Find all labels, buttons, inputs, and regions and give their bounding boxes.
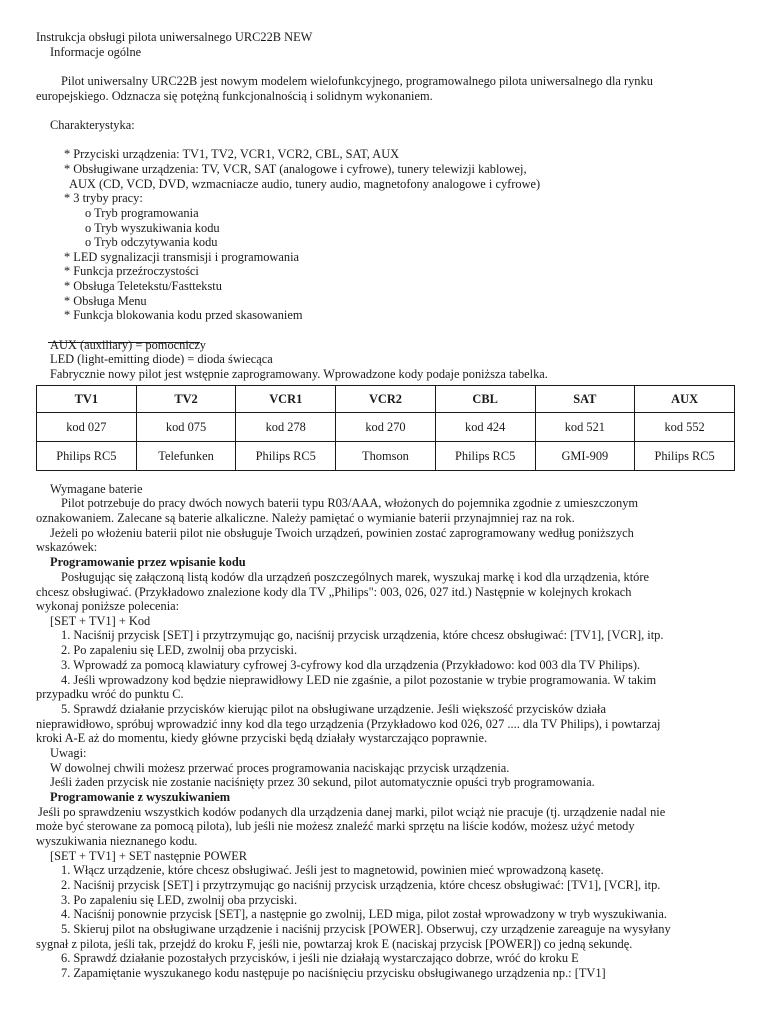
brand-sat: GMI-909 — [535, 442, 635, 471]
text-line: 4. Jeśli wprowadzony kod będzie nieprawidłowy LED nie zgaśnie, a pilot pozostanie w trybie programowania. W takim — [61, 673, 657, 687]
text-line: * LED sygnalizacji transmisji i programowania — [64, 250, 300, 264]
preset-codes-table — [36, 385, 735, 471]
text-line: [SET + TV1] + Kod — [50, 614, 151, 628]
header-vcr1: VCR1 — [236, 386, 336, 413]
header-aux: AUX — [635, 386, 735, 413]
text-line: wyszukiwania nieznanego kodu. — [36, 834, 198, 848]
text-line: chcesz obsługiwać. (Przykładowo znalezione kody dla TV „Philips": 003, 026, 027 itd.) Następnie w kolejnych krokach — [36, 585, 632, 599]
table-row-codes — [37, 413, 735, 442]
header-tv2: TV2 — [136, 386, 236, 413]
code-tv1: kod 027 — [37, 413, 137, 442]
text-line: 2. Po zapaleniu się LED, zwolnij oba przyciski. — [61, 643, 298, 657]
header-tv1: TV1 — [37, 386, 137, 413]
header-sat: SAT — [535, 386, 635, 413]
text-line: * Obsługa Teletekstu/Fasttekstu — [64, 279, 222, 293]
table-row-brands — [37, 442, 735, 471]
text-line: 7. Zapamiętanie wyszukanego kodu następuje po naciśnięciu przycisku obsługiwanego urządzenia np.: [TV1] — [61, 966, 606, 980]
code-vcr2: kod 270 — [336, 413, 436, 442]
brand-aux: Philips RC5 — [635, 442, 735, 471]
text-line: może być sterowane za pomocą pilota), lub jeśli nie możesz znaleźć marki sprzętu na liście kodów, możesz użyć metody — [36, 819, 635, 833]
text-line: o Tryb odczytywania kodu — [85, 235, 218, 249]
text-line: Jeśli żaden przycisk nie zostanie naciśnięty przez 30 sekund, pilot automatycznie opuści tryb programowania. — [50, 775, 595, 789]
text-line: o Tryb programowania — [85, 206, 199, 220]
code-vcr1: kod 278 — [236, 413, 336, 442]
text-line: Wymagane baterie — [50, 482, 143, 496]
text-line: * Przyciski urządzenia: TV1, TV2, VCR1, VCR2, CBL, SAT, AUX — [64, 147, 400, 161]
text-line: kroki A-E aż do momentu, kiedy główne przyciski będą działały wystarczająco poprawnie. — [36, 731, 488, 745]
text-line: 6. Sprawdź działanie pozostałych przycisków, i jeśli nie działają wystarczająco dobrze, wróć do kroku E — [61, 951, 579, 965]
text-line: 1. Naciśnij przycisk [SET] i przytrzymując go, naciśnij przycisk urządzenia, które chcesz obsługiwać: [TV1], [VCR], itp. — [61, 628, 664, 642]
text-line: [SET + TV1] + SET następnie POWER — [50, 849, 248, 863]
brand-tv2: Telefunken — [136, 442, 236, 471]
text-line: nieprawidłowo, spróbuj wprowadzić inny kod dla tego urządzenia (Przykładowo kod 026, 027 .... dla TV Philips), i powtarzaj — [36, 717, 661, 731]
text-line: * Obsługa Menu — [64, 294, 147, 308]
text-line: Fabrycznie nowy pilot jest wstępnie zaprogramowany. Wprowadzone kody podaje poniższa tabelka. — [50, 367, 548, 381]
text-line: 5. Skieruj pilot na obsługiwane urządzenie i naciśnij przycisk [POWER]. Obserwuj, czy urządzenie zareaguje na wysyłany — [61, 922, 671, 936]
text-line: Pilot potrzebuje do pracy dwóch nowych baterii typu R03/AAA, włożonych do pojemnika zgodnie z umieszczonym — [61, 496, 639, 510]
text-line: wykonaj poniższe polecenia: — [36, 599, 180, 613]
brand-tv1: Philips RC5 — [37, 442, 137, 471]
text-line: * Funkcja przeźroczystości — [64, 264, 199, 278]
table-header-row — [37, 386, 735, 413]
text-line: 4. Naciśnij ponownie przycisk [SET], a następnie go zwolnij, LED miga, pilot został wprowadzony w tryb wyszukiwania. — [61, 907, 667, 921]
text-line: oznakowaniem. Zalecane są baterie alkaliczne. Należy pamiętać o wymianie baterii przynajmniej raz na rok. — [36, 511, 575, 525]
text-line: AUX (CD, VCD, DVD, wzmacniacze audio, tunery audio, magnetofony analogowe i cyfrowe) — [69, 177, 541, 191]
text-line: o Tryb wyszukiwania kodu — [85, 221, 220, 235]
text-line: Pilot uniwersalny URC22B jest nowym modelem wielofunkcyjnego, programowalnego pilota uniwersalnego dla rynku — [61, 74, 653, 88]
text-line: 2. Naciśnij przycisk [SET] i przytrzymując go naciśnij przycisk urządzenia, które chcesz obsługiwać: [TV1], [VCR], itp. — [61, 878, 661, 892]
text-line: przypadku wróć do punktu C. — [36, 687, 184, 701]
text-line: * Obsługiwane urządzenia: TV, VCR, SAT (analogowe i cyfrowe), tunery telewizji kablowej, — [64, 162, 527, 176]
text-line: W dowolnej chwili możesz przerwać proces programowania naciskając przycisk urządzenia. — [50, 761, 510, 775]
code-cbl: kod 424 — [435, 413, 535, 442]
text-line: Jeżeli po włożeniu baterii pilot nie obsługuje Twoich urządzeń, powinien zostać zaprogramowany według poniższych — [50, 526, 634, 540]
header-cbl: CBL — [435, 386, 535, 413]
text-line: Uwagi: — [50, 746, 87, 760]
code-sat: kod 521 — [535, 413, 635, 442]
text-line: Instrukcja obsługi pilota uniwersalnego URC22B NEW — [36, 30, 313, 44]
code-aux: kod 552 — [635, 413, 735, 442]
text-line: 1. Włącz urządzenie, które chcesz obsługiwać. Jeśli jest to magnetowid, powinien mieć wprowadzoną kasetę. — [61, 863, 604, 877]
text-line: AUX (auxiliary) = pomocniczy — [50, 338, 206, 352]
text-line: Informacje ogólne — [50, 45, 142, 59]
brand-vcr1: Philips RC5 — [236, 442, 336, 471]
text-line: europejskiego. Odznacza się potężną funkcjonalnością i solidnym wykonaniem. — [36, 89, 433, 103]
text-line: Jeśli po sprawdzeniu wszystkich kodów podanych dla urządzenia danej marki, pilot wciąż nie pracuje (tj. urządzenie nadal nie — [38, 805, 666, 819]
section-heading: Programowanie z wyszukiwaniem — [50, 790, 231, 804]
text-line: * Funkcja blokowania kodu przed skasowaniem — [64, 308, 303, 322]
code-tv2: kod 075 — [136, 413, 236, 442]
brand-vcr2: Thomson — [336, 442, 436, 471]
section-heading: Programowanie przez wpisanie kodu — [50, 555, 246, 569]
header-vcr2: VCR2 — [336, 386, 436, 413]
text-line: 3. Wprowadź za pomocą klawiatury cyfrowej 3-cyfrowy kod dla urządzenia (Przykładowo: kod 003 dla TV Philips). — [61, 658, 641, 672]
brand-cbl: Philips RC5 — [435, 442, 535, 471]
text-line: 3. Po zapaleniu się LED, zwolnij oba przyciski. — [61, 893, 298, 907]
text-line: wskazówek: — [36, 540, 98, 554]
text-line: LED (light-emitting diode) = dioda świecąca — [50, 352, 273, 366]
text-line: sygnał z pilota, jeśli tak, przejdź do kroku F, jeśli nie, powtarzaj krok E (naciskaj przycisk [POWER]) co jedną sekundę. — [36, 937, 633, 951]
text-line: * 3 tryby pracy: — [64, 191, 143, 205]
text-line: 5. Sprawdź działanie przycisków kierując pilot na obsługiwane urządzenie. Jeśli większość przycisków działa — [61, 702, 607, 716]
text-line: Posługując się załączoną listą kodów dla urządzeń poszczególnych marek, wyszukaj markę i kod dla urządzenia, które — [61, 570, 649, 584]
text-line: Charakterystyka: — [50, 118, 135, 132]
